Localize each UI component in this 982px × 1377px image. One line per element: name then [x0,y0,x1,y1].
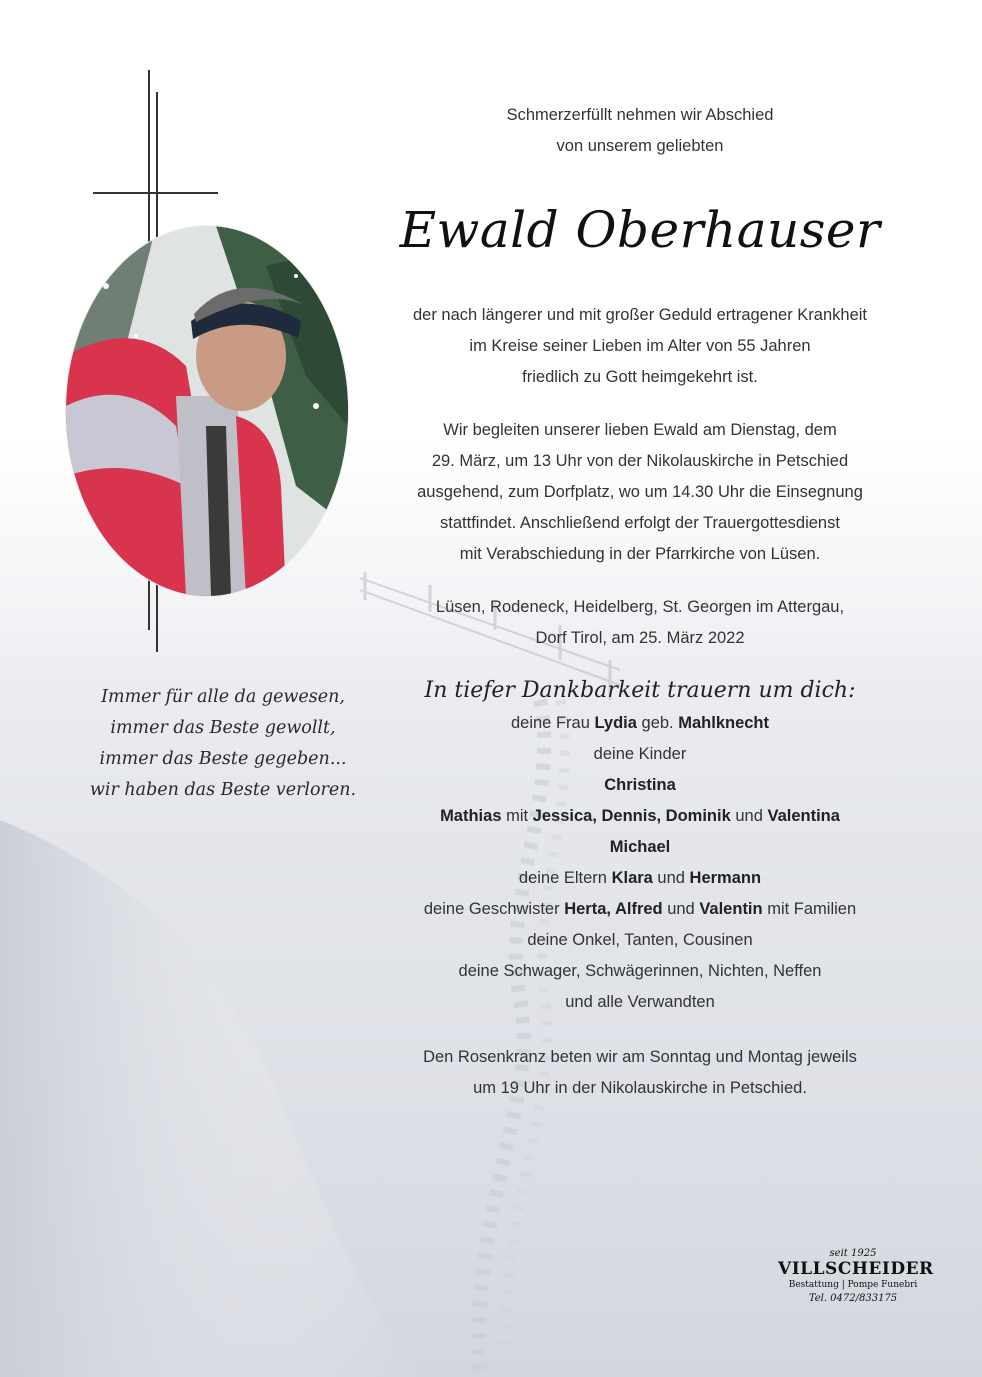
mourner-line-children-label: deine Kinder [593,745,687,763]
mourner-line-wife: deine Frau Lydia geb. Mahlknecht [510,714,770,732]
mourner-line-uncles: deine Onkel, Tanten, Cousinen [527,931,753,949]
mourner-line-parents: deine Eltern Klara und Hermann [518,869,762,887]
mourner-line-child: Michael [609,838,671,856]
place-date [390,592,890,654]
intro-line: Schmerzerfüllt nehmen wir Abschied [506,106,774,124]
text-line: Den Rosenkranz beten wir am Sonntag und Montag jeweils [423,1048,857,1066]
text-line: Wir begleiten unserer lieben Ewald am Dienstag, dem [443,421,837,439]
mourner-line-relatives: und alle Verwandten [565,993,715,1011]
cross-horizontal-line [93,192,218,194]
paragraph-passing [390,300,890,393]
deceased-name: Ewald Oberhauser [399,201,881,259]
logo-since: seit 1925 [829,1248,877,1259]
text-line: um 19 Uhr in der Nikolauskirche in Petschied. [473,1079,807,1097]
text-line: Lüsen, Rodeneck, Heidelberg, St. Georgen im Attergau, [435,598,845,616]
portrait-photo [66,226,348,596]
logo-brand: VILLSCHEIDER [778,1259,934,1279]
text-line: der nach längerer und mit großer Geduld ertragener Krankheit [413,306,867,324]
mourner-line-child: Christina [604,776,676,794]
intro-line: von unserem geliebten [556,137,724,155]
text-line: Dorf Tirol, am 25. März 2022 [535,629,745,647]
text-line: stattfindet. Anschließend erfolgt der Trauergottesdienst [440,514,840,532]
funeral-home-logo [778,1248,934,1307]
poem-line: immer das Beste gegeben... [99,749,347,769]
paragraph-funeral [390,415,890,570]
logo-phone: Tel. 0472/833175 [808,1293,898,1304]
poem-line: wir haben das Beste verloren. [89,780,357,800]
mourner-line-siblings: deine Geschwister Herta, Alfred und Valentin mit Familien [423,900,857,918]
intro [390,100,890,162]
mourners-list [390,708,890,1018]
mourner-line-inlaws: deine Schwager, Schwägerinnen, Nichten, Neffen [458,962,822,980]
text-line: 29. März, um 13 Uhr von der Nikolauskirche in Petschied [431,452,849,470]
mourner-line-child: Mathias mit Jessica, Dennis, Dominik und Valentina [440,807,840,825]
rosary-note [390,1042,890,1104]
poem [60,682,386,806]
main-text [390,100,890,1104]
mourners-heading: In tiefer Dankbarkeit trauern um dich: [424,678,856,703]
text-line: ausgehend, zum Dorfplatz, wo um 14.30 Uhr die Einsegnung [417,483,863,501]
logo-subtitle: Bestattung | Pompe Funebri [788,1280,918,1290]
text-line: friedlich zu Gott heimgekehrt ist. [522,368,758,386]
text-line: mit Verabschiedung in der Pfarrkirche von Lüsen. [459,545,821,563]
text-line: im Kreise seiner Lieben im Alter von 55 Jahren [469,337,811,355]
poem-line: immer das Beste gewollt, [110,718,336,738]
poem-line: Immer für alle da gewesen, [101,687,345,707]
